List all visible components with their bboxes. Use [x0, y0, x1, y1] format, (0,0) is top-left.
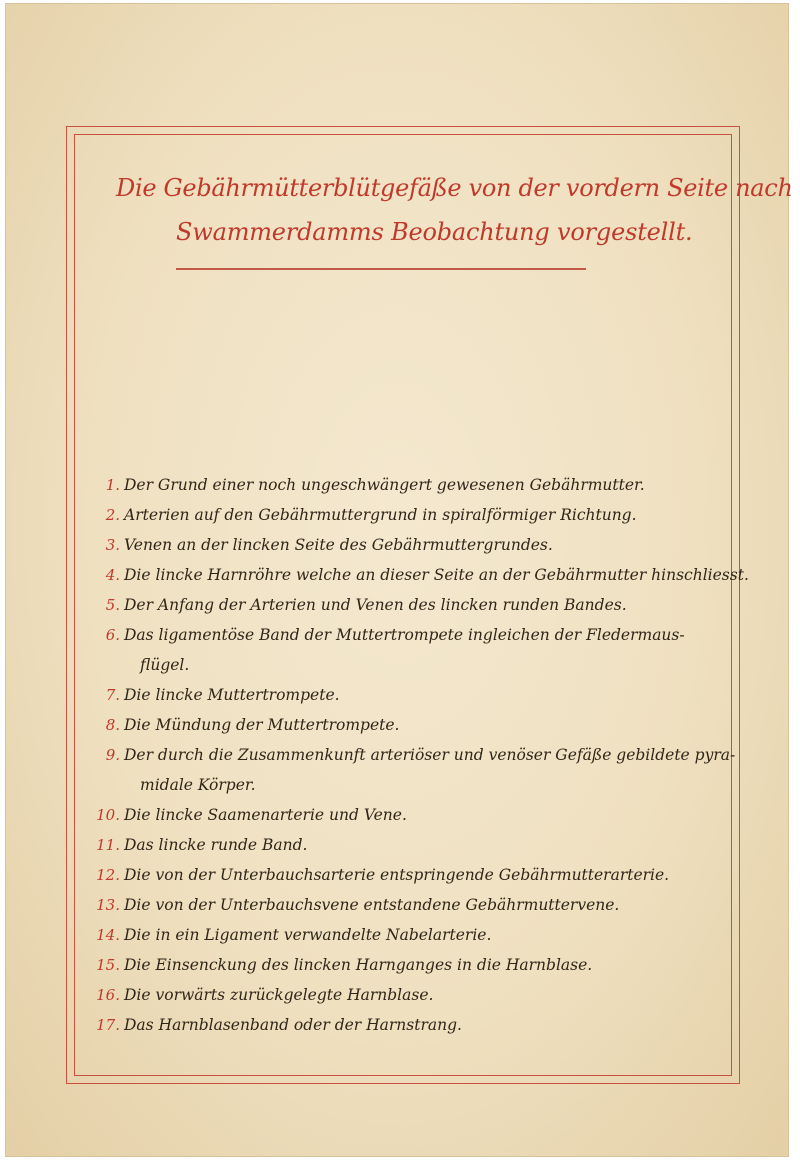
list-item [90, 830, 710, 860]
item-number: 17. [96, 1016, 120, 1034]
item-text: Venen an der lincken Seite des Gebährmuttergrundes. [124, 536, 553, 554]
list-item [90, 680, 710, 710]
list-item [90, 620, 710, 680]
item-text: Die von der Unterbauchsarterie entspringende Gebährmutterarterie. [124, 866, 670, 884]
list-item [90, 710, 710, 740]
list-item [90, 890, 710, 920]
item-continuation: flügel. [140, 656, 190, 674]
list-item [90, 560, 749, 590]
item-continuation: midale Körper. [140, 776, 256, 794]
item-text: Der Anfang der Arterien und Venen des lincken runden Bandes. [124, 596, 627, 614]
item-number: 1. [105, 476, 120, 494]
item-number: 16. [96, 986, 120, 1004]
item-number: 3. [105, 536, 120, 554]
item-text: Arterien auf den Gebährmuttergrund in spiralförmiger Richtung. [124, 506, 637, 524]
list-item [90, 530, 710, 560]
item-number: 6. [105, 626, 120, 644]
legend-list [90, 470, 749, 1040]
list-item [90, 920, 710, 950]
list-item [90, 740, 736, 800]
item-text: Die von der Unterbauchsvene entstandene Gebährmuttervene. [124, 896, 620, 914]
item-number: 9. [105, 746, 120, 764]
item-text: Das ligamentöse Band der Muttertrompete ingleichen der Fledermaus- [124, 626, 685, 644]
item-text: Die lincke Muttertrompete. [124, 686, 340, 704]
list-item [90, 950, 710, 980]
item-text: Das lincke runde Band. [124, 836, 308, 854]
title-line-2: Swammerdamms Beobachtung vorgestellt. [176, 218, 693, 246]
title-line-1: Die Gebährmütterblütgefäße von der vordern Seite nach [116, 174, 793, 202]
item-number: 13. [96, 896, 120, 914]
title-underline [176, 268, 586, 270]
item-number: 12. [96, 866, 120, 884]
item-number: 5. [105, 596, 120, 614]
item-text: Der durch die Zusammenkunft arteriöser und venöser Gefäße gebildete pyra- [124, 746, 736, 764]
item-text: Die vorwärts zurückgelegte Harnblase. [124, 986, 434, 1004]
list-item [90, 860, 710, 890]
item-text: Die Mündung der Muttertrompete. [124, 716, 400, 734]
list-item [90, 590, 710, 620]
manuscript-page [6, 4, 793, 1156]
item-number: 7. [105, 686, 120, 704]
item-text: Die Einsenckung des lincken Harnganges in die Harnblase. [124, 956, 593, 974]
list-item [90, 470, 710, 500]
item-text: Das Harnblasenband oder der Harnstrang. [124, 1016, 462, 1034]
list-item [90, 1010, 710, 1040]
item-number: 8. [105, 716, 120, 734]
item-number: 11. [96, 836, 120, 854]
item-text: Die lincke Saamenarterie und Vene. [124, 806, 407, 824]
list-item [90, 980, 710, 1010]
item-number: 14. [96, 926, 120, 944]
item-number: 2. [105, 506, 120, 524]
list-item [90, 800, 710, 830]
item-text: Der Grund einer noch ungeschwängert gewesenen Gebährmutter. [124, 476, 645, 494]
item-number: 10. [96, 806, 120, 824]
item-number: 4. [105, 566, 120, 584]
item-text: Die in ein Ligament verwandelte Nabelarterie. [124, 926, 492, 944]
item-number: 15. [96, 956, 120, 974]
list-item [90, 500, 710, 530]
item-text: Die lincke Harnröhre welche an dieser Seite an der Gebährmutter hinschliesst. [124, 566, 749, 584]
